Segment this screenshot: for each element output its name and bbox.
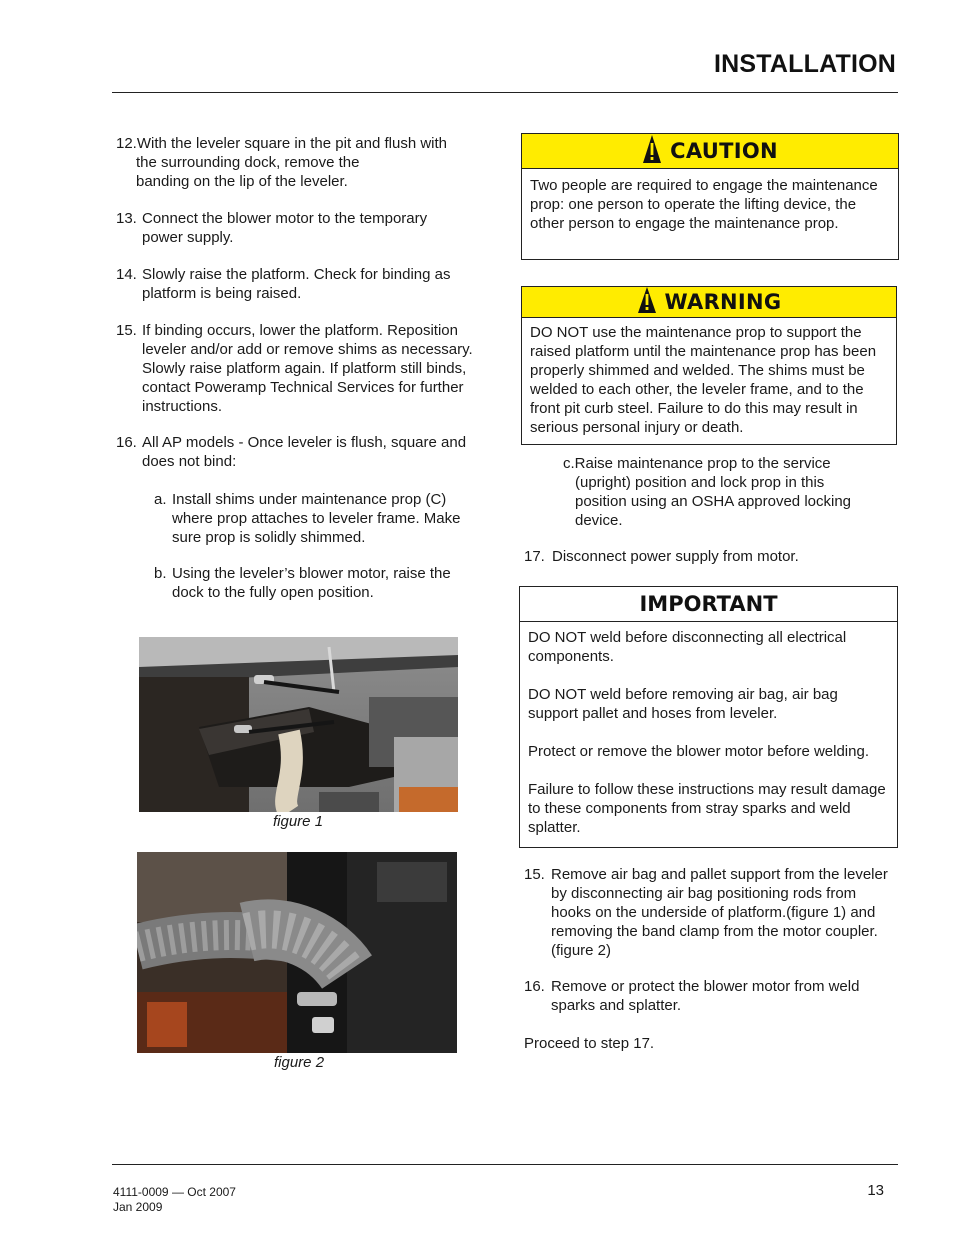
step-12-line3: banding on the lip of the leveler. [136,173,348,190]
figure-2-caption: figure 2 [274,1054,325,1071]
step-15-right-number: 15. [524,866,545,883]
step-14-number: 14. [116,266,137,283]
exclamation-triangle-icon [637,286,657,319]
important-p3: Protect or remove the blower motor before welding. [528,743,869,760]
step-16b-letter: b. [154,565,167,582]
caution-text: Two people are required to engage the maintenance prop: one person to operate the lifting device, the other person to engage the maintenance prop. [530,177,878,232]
step-15-right-text: Remove air bag and pallet support from the leveler by disconnecting air bag positioning rods from hooks on the underside of platform.(figure 1) and removing the band clamp from the motor coupler. (figure 2) [551,866,888,959]
step-16-text: All AP models - Once leveler is flush, square and does not bind: [142,434,467,470]
warning-label: WARNING [664,290,782,314]
important-header [520,587,897,622]
step-16c-line1: c.Raise maintenance prop to the service [563,455,831,472]
step-16b-text: Using the leveler’s blower motor, raise the dock to the fully open position. [172,565,451,601]
caution-label: CAUTION [670,139,778,163]
step-12-line2: the surrounding dock, remove the [136,154,360,171]
step-15-text: If binding occurs, lower the platform. Reposition leveler and/or add or remove shims as necessary. Slowly raise platform again. If platform still binds, contact Poweramp Technical Services for further instructions. [142,322,473,415]
step-12-line1: 12.With the leveler square in the pit and flush with [116,135,448,152]
step-16c-rest: (upright) position and lock prop in this position using an OSHA approved locking device. [575,474,852,529]
step-13-number: 13. [116,210,137,227]
caution-box [521,133,899,260]
important-box [519,586,898,848]
important-p1: DO NOT weld before disconnecting all electrical components. [528,629,847,665]
warning-header [522,287,896,318]
page-number: 13 [867,1182,884,1199]
footer-doc-number: 4111-0009 — Oct 2007 [113,1185,236,1199]
important-label: IMPORTANT [639,592,778,616]
step-16a-letter: a. [154,491,167,508]
caution-header [522,134,898,169]
step-16-right-text: Remove or protect the blower motor from weld sparks and splatter. [551,978,860,1014]
proceed-text: Proceed to step 17. [524,1035,655,1052]
important-p2: DO NOT weld before removing air bag, air bag support pallet and hoses from leveler. [528,686,838,722]
step-16-right-number: 16. [524,978,545,995]
page-title: INSTALLATION [713,50,896,78]
important-p4: Failure to follow these instructions may result damage to these components from stray sparks and weld splatter. [528,781,886,836]
step-16a-text: Install shims under maintenance prop (C) where prop attaches to leveler frame. Make sure prop is solidly shimmed. [172,491,461,546]
step-17-number: 17. [524,548,545,565]
warning-text: DO NOT use the maintenance prop to support the raised platform until the maintenance prop has been properly shimmed and welded. The shims must be welded to each other, the leveler frame, and to the front pit curb steel. Failure to do this may result in serious personal injury or death. [530,324,877,436]
footer-revision: Jan 2009 [113,1200,163,1214]
important-body [520,622,897,837]
step-14-text: Slowly raise the platform. Check for binding as platform is being raised. [142,266,451,302]
header-rule [112,92,898,93]
step-16-number: 16. [116,434,137,451]
step-15-number: 15. [116,322,137,339]
figure-1-caption: figure 1 [273,813,324,830]
figure-2-photo [137,852,457,1053]
warning-box [521,286,897,445]
figure-1-photo [139,637,458,812]
step-13-text: Connect the blower motor to the temporary power supply. [142,210,428,246]
footer-rule [112,1164,898,1165]
exclamation-triangle-icon [642,134,662,169]
step-17-text: Disconnect power supply from motor. [552,548,799,565]
